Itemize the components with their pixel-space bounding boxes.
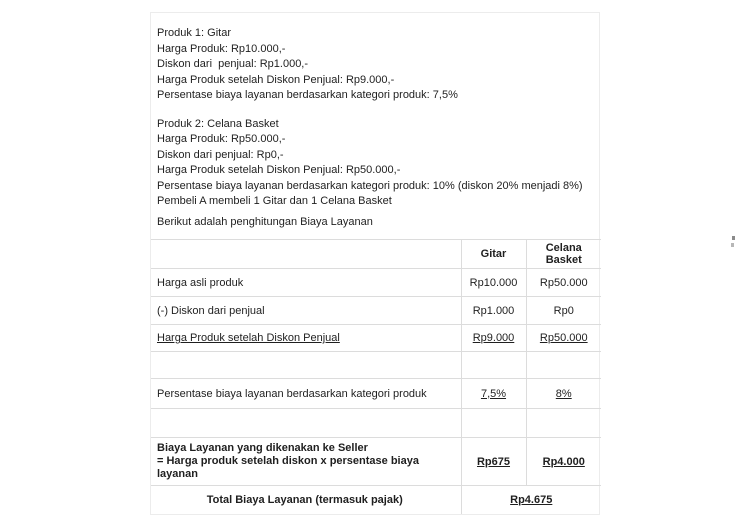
product2-details bbox=[157, 117, 591, 210]
text-line: Diskon dari penjual: Rp0,- bbox=[157, 148, 284, 161]
table-row-harga-setelah-diskon bbox=[151, 325, 601, 352]
total-label: Total Biaya Layanan (termasuk pajak) bbox=[151, 486, 461, 514]
table-lead-in: Berikut adalah penghitungan Biaya Layanan bbox=[157, 215, 373, 228]
row-label-line2: = Harga produk setelah diskon x persentase biaya layanan bbox=[157, 455, 419, 480]
text-line: Harga Produk setelah Diskon Penjual: Rp9.000,- bbox=[157, 73, 395, 86]
edge-artifact-mark bbox=[732, 236, 735, 240]
text-line: Harga Produk: Rp10.000,- bbox=[157, 42, 286, 55]
table-row-empty bbox=[151, 352, 601, 379]
text-line: Persentase biaya layanan berdasarkan kategori produk: 10% (diskon 20% menjadi 8%) bbox=[157, 179, 583, 192]
celana-value bbox=[526, 409, 601, 438]
total-value: Rp4.675 bbox=[461, 486, 601, 514]
table-header-row bbox=[151, 240, 601, 269]
text-line: Produk 1: Gitar bbox=[157, 27, 231, 39]
edge-artifact-mark bbox=[731, 243, 734, 247]
celana-value: Rp50.000 bbox=[526, 269, 601, 297]
header-gitar: Gitar bbox=[461, 240, 526, 269]
gitar-value: Rp1.000 bbox=[461, 297, 526, 325]
row-label: Harga Produk setelah Diskon Penjual bbox=[151, 325, 461, 352]
text-line: Diskon dari penjual: Rp1.000,- bbox=[157, 58, 309, 70]
gitar-value: Rp9.000 bbox=[461, 325, 526, 352]
celana-value: Rp4.000 bbox=[526, 438, 601, 486]
text-line: Persentase biaya layanan berdasarkan kategori produk: 7,5% bbox=[157, 89, 458, 101]
row-label-line1: Biaya Layanan yang dikenakan ke Seller bbox=[157, 442, 368, 454]
intro-text bbox=[151, 13, 599, 230]
table-row-persentase bbox=[151, 379, 601, 409]
table-row-empty bbox=[151, 409, 601, 438]
text-line: Produk 2: Celana Basket bbox=[157, 117, 279, 130]
gitar-value bbox=[461, 352, 526, 379]
row-label bbox=[151, 409, 461, 438]
table-row-harga-asli bbox=[151, 269, 601, 297]
row-label: Harga asli produk bbox=[151, 269, 461, 297]
row-label bbox=[151, 352, 461, 379]
text-line: Harga Produk setelah Diskon Penjual: Rp50.000,- bbox=[157, 164, 401, 176]
celana-value: Rp50.000 bbox=[526, 325, 601, 352]
header-empty-cell bbox=[151, 240, 461, 269]
celana-value: 8% bbox=[526, 379, 601, 409]
gitar-value: 7,5% bbox=[461, 379, 526, 409]
table-row-diskon bbox=[151, 297, 601, 325]
row-label: Persentase biaya layanan berdasarkan kategori produk bbox=[151, 379, 461, 409]
row-label: (-) Diskon dari penjual bbox=[151, 297, 461, 325]
text-line: Pembeli A membeli 1 Gitar dan 1 Celana Basket bbox=[157, 195, 392, 207]
table-row-biaya-layanan-seller bbox=[151, 438, 601, 486]
gitar-value: Rp675 bbox=[461, 438, 526, 486]
celana-value bbox=[526, 352, 601, 379]
product1-details bbox=[157, 26, 591, 104]
text-line: Harga Produk: Rp50.000,- bbox=[157, 133, 286, 145]
celana-value: Rp0 bbox=[526, 297, 601, 325]
row-label bbox=[151, 438, 461, 486]
gitar-value: Rp10.000 bbox=[461, 269, 526, 297]
header-celana-basket: Celana Basket bbox=[526, 240, 601, 269]
article-panel bbox=[150, 12, 600, 515]
gitar-value bbox=[461, 409, 526, 438]
fee-calculation-table bbox=[151, 239, 601, 514]
